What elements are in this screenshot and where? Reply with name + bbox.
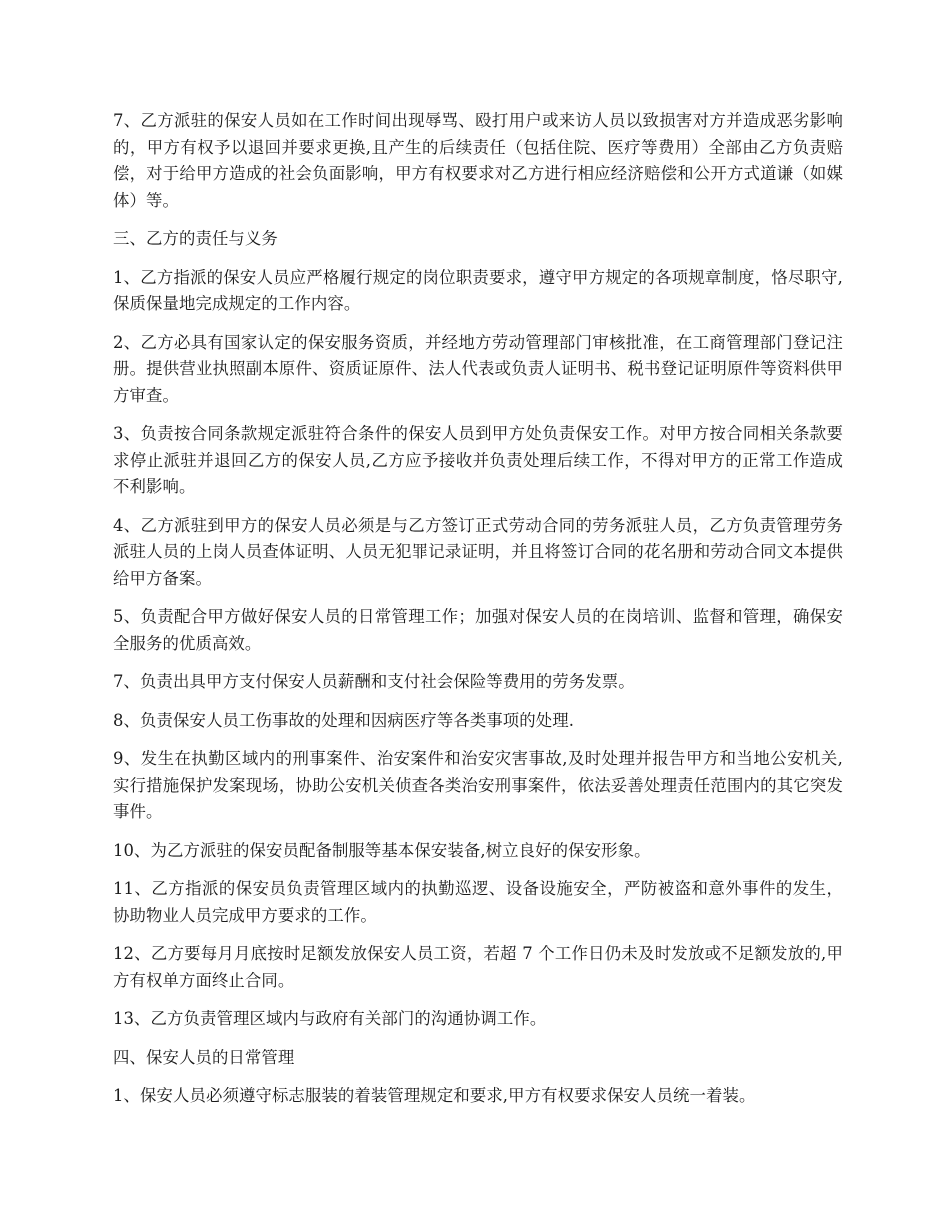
paragraph-item-4: 4、乙方派驻到甲方的保安人员必须是与乙方签订正式劳动合同的劳务派驻人员，乙方负责管理劳务派驻人员的上岗人员查体证明、人员无犯罪记录证明，并且将签订合同的花名册和劳动合同文本提供给甲方备案。	[113, 515, 843, 588]
paragraph-item-9: 9、发生在执勤区域内的刑事案件、治安案件和治安灾害事故,及时处理并报告甲方和当地公安机关,实行措施保护发案现场，协助公安机关侦查各类治安刑事案件，依法妥善处理责任范围内的其它突发事件。	[113, 749, 843, 821]
paragraph-item-13: 13、乙方负责管理区域内与政府有关部门的沟通协调工作。	[113, 1009, 547, 1028]
paragraph-item-2: 2、乙方必具有国家认定的保安服务资质，并经地方劳动管理部门审核批准，在工商管理部门登记注册。提供营业执照副本原件、资质证原件、法人代表或负责人证明书、税书登记证明原件等资料供甲方审查。	[113, 332, 843, 405]
paragraph-item-7-invoice: 7、负责出具甲方支付保安人员薪酬和支付社会保险等费用的劳务发票。	[113, 672, 635, 691]
paragraph-item-3: 3、负责按合同条款规定派驻符合条件的保安人员到甲方处负责保安工作。对甲方按合同相关条款要求停止派驻并退回乙方的保安人员,乙方应予接收并负责处理后续工作，不得对甲方的正常工作造成不利影响。	[113, 424, 843, 496]
paragraph-item-1-uniform: 1、保安人员必须遵守标志服装的着装管理规定和要求,甲方有权要求保安人员统一着装。	[113, 1086, 756, 1105]
paragraph-item-11: 11、乙方指派的保安员负责管理区域内的执勤巡逻、设备设施安全，严防被盗和意外事件的发生，协助物业人员完成甲方要求的工作。	[113, 879, 843, 925]
paragraph-item-7-conduct: 7、乙方派驻的保安人员如在工作时间出现辱骂、殴打用户或来访人员以致损害对方并造成恶劣影响的，甲方有权予以退回并要求更换,且产生的后续责任（包括住院、医疗等费用）全部由乙方负责赔偿，对于给甲方造成的社会负面影响，甲方有权要求对乙方进行相应经济赔偿和公开方式道谦（如媒体）等。	[113, 111, 843, 210]
paragraph-item-1: 1、乙方指派的保安人员应严格履行规定的岗位职责要求，遵守甲方规定的各项规章制度，恪尽职守,保质保量地完成规定的工作内容。	[113, 267, 843, 313]
paragraph-item-10: 10、为乙方派驻的保安员配备制服等基本保安装备,树立良好的保安形象。	[113, 840, 651, 860]
paragraph-item-5: 5、负责配合甲方做好保安人员的日常管理工作；加强对保安人员的在岗培训、监督和管理，确保安全服务的优质高效。	[113, 607, 843, 653]
paragraph-item-12: 12、乙方要每月月底按时足额发放保安人员工资，若超 7 个工作日仍未及时发放或不足额发放的,甲方有权单方面终止合同。	[113, 944, 843, 990]
document-body	[113, 108, 843, 1122]
section-heading-3: 三、乙方的责任与义务	[113, 229, 278, 248]
section-heading-4: 四、保安人员的日常管理	[113, 1047, 295, 1067]
paragraph-item-8: 8、负责保安人员工伤事故的处理和因病医疗等各类事项的处理.	[113, 710, 575, 730]
